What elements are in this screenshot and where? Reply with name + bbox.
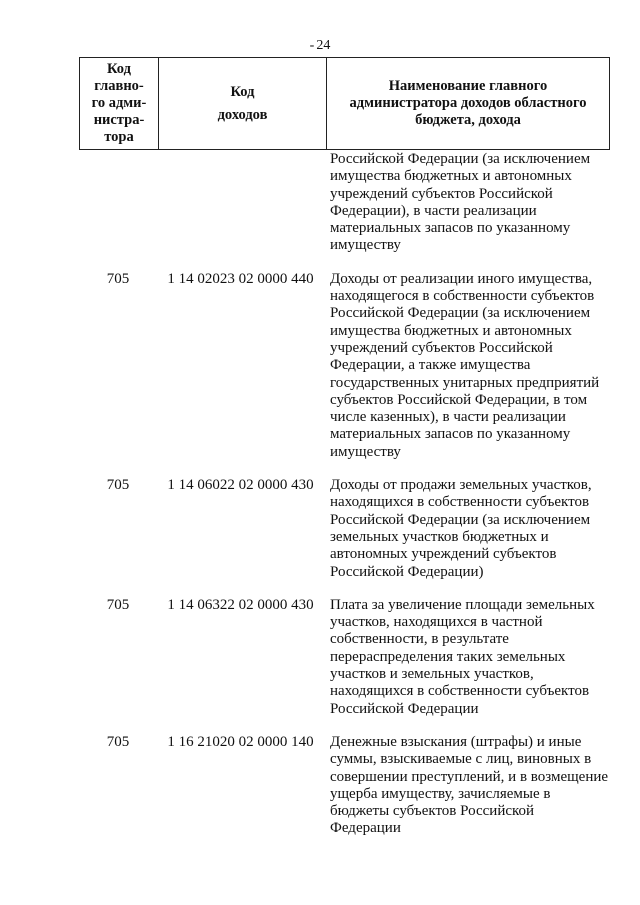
page-number-value: 24 — [316, 38, 331, 53]
row-name-line: участков и земельных участков, — [330, 666, 534, 683]
row-name-line: Денежные взыскания (штрафы) и иные — [330, 733, 582, 750]
row-income-code: 1 16 21020 02 0000 140 — [167, 733, 314, 750]
header-name-line: Наименование главного — [388, 78, 548, 94]
row-name-line: Федерации, а также имущества — [330, 357, 531, 374]
table-header — [79, 57, 610, 150]
table-body — [79, 150, 610, 838]
row-name — [330, 271, 614, 461]
row-name-line: автономных учреждений субъектов — [330, 546, 557, 563]
page-number-prefix: - — [309, 38, 315, 53]
row-name-line: перераспределения таких земельных — [330, 648, 566, 665]
row-admin-code: 705 — [106, 733, 130, 750]
row-name — [330, 151, 614, 255]
header-name-line: бюджета, дохода — [415, 112, 521, 128]
row-name-line: бюджеты субъектов Российской — [330, 803, 535, 820]
row-name — [330, 734, 614, 838]
table-row — [79, 271, 610, 461]
row-name-line: Российской Федерации) — [330, 563, 484, 580]
row-income-code: 1 14 06022 02 0000 430 — [167, 477, 314, 494]
header-income-line: доходов — [217, 106, 268, 123]
row-name — [330, 477, 614, 581]
row-name-line: Федерации), в части реализации — [330, 202, 537, 219]
row-name-line: материальных запасов по указанному — [330, 220, 571, 237]
row-admin-code: 705 — [106, 477, 130, 494]
table-row — [79, 477, 610, 581]
table-row-continued — [79, 151, 610, 255]
row-name-line: суммы, взыскиваемые с лиц, виновных в — [330, 751, 592, 768]
row-name-line: Плата за увеличение площади земельных — [330, 596, 595, 613]
header-admin-line: го адми- — [91, 95, 147, 111]
row-name-line: имуществу — [330, 443, 401, 460]
header-admin-code — [80, 58, 159, 150]
row-income-code: 1 14 02023 02 0000 440 — [167, 270, 314, 287]
page-number — [0, 38, 640, 54]
row-name-line: Российской Федерации (за исключением — [330, 151, 591, 167]
row-name-line: государственных унитарных предприятий — [330, 374, 600, 391]
row-admin-code: 705 — [106, 596, 130, 613]
row-name-line: субъектов Российской Федерации, в том — [330, 391, 588, 408]
row-name-line: находящегося в собственности субъектов — [330, 288, 595, 305]
row-name-line: имущества бюджетных и автономных — [330, 168, 572, 185]
row-name-line: Доходы от реализации иного имущества, — [330, 270, 593, 287]
row-name-line: Российской Федерации (за исключением — [330, 511, 591, 528]
row-name-line: Российской Федерации (за исключением — [330, 305, 591, 322]
row-name-line: земельных участков бюджетных и — [330, 528, 549, 545]
header-admin-line: Код — [107, 61, 131, 77]
row-name — [330, 597, 614, 718]
table-row — [79, 734, 610, 838]
header-admin-line: тора — [104, 129, 134, 145]
row-name-line: учреждений субъектов Российской — [330, 339, 553, 356]
header-income-code — [159, 58, 327, 150]
row-name-line: находящихся в собственности субъектов — [330, 494, 590, 511]
header-admin-line: нистра- — [93, 112, 145, 128]
row-name-line: материальных запасов по указанному — [330, 426, 571, 443]
row-income-code: 1 14 06322 02 0000 430 — [167, 596, 314, 613]
row-name-line: ущерба имуществу, зачисляемые в — [330, 785, 551, 802]
row-name-line: участков, находящихся в частной — [330, 614, 543, 631]
row-name-line: имуществу — [330, 237, 401, 254]
row-name-line: Доходы от продажи земельных участков, — [330, 477, 592, 494]
row-name-line: числе казенных), в части реализации — [330, 409, 566, 426]
row-name-line: совершении преступлений, и в возмещение — [330, 768, 609, 785]
header-name — [327, 58, 610, 150]
row-name-line: имущества бюджетных и автономных — [330, 322, 572, 339]
row-name-line: находящихся в собственности субъектов — [330, 683, 590, 700]
row-name-line: Федерации — [330, 820, 401, 837]
row-name-line: учреждений субъектов Российской — [330, 185, 553, 202]
header-income-line: Код — [230, 83, 255, 100]
row-name-line: собственности, в результате — [330, 631, 509, 648]
table-row — [79, 597, 610, 718]
header-admin-line: главно- — [94, 78, 144, 94]
header-name-line: администратора доходов областного — [349, 95, 587, 111]
row-name-line: Российской Федерации — [330, 700, 479, 717]
row-admin-code: 705 — [106, 270, 130, 287]
